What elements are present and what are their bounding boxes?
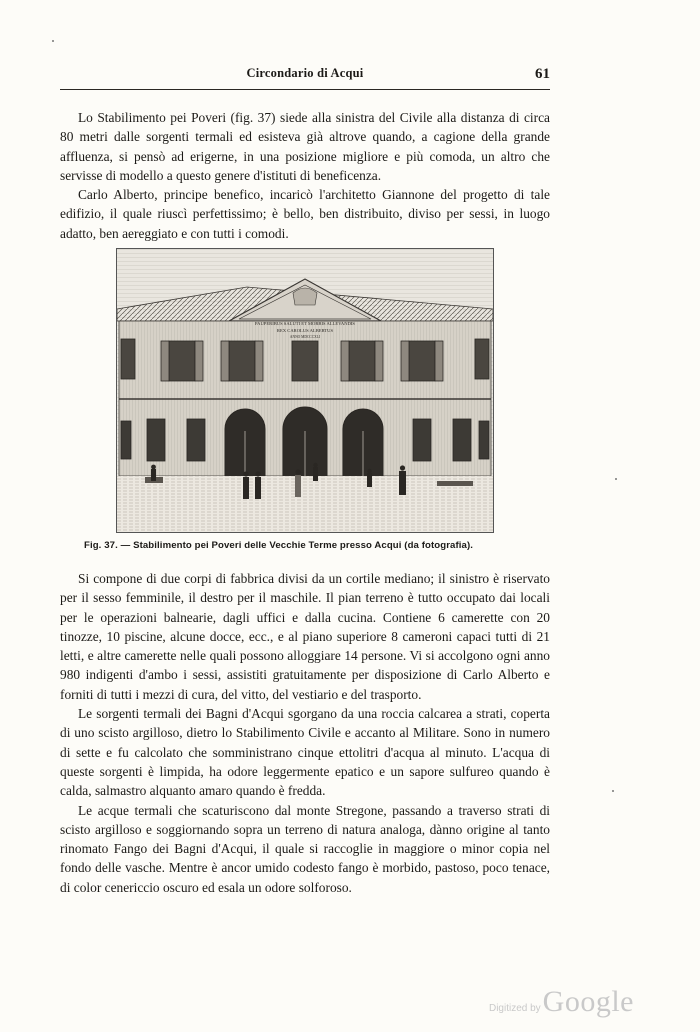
intro-text [60,108,550,243]
running-title: Circondario di Acqui [246,66,364,80]
digitization-watermark [489,985,634,1019]
watermark-prefix: Digitized by [488,1003,541,1014]
page-number: 61 [535,66,550,82]
arcade-arches [225,407,383,481]
building-engraving-illustration [117,249,493,532]
google-logo: Google [542,985,634,1018]
figure-caption: Fig. 37. — Stabilimento pei Poveri delle Vecchie Terme presso Acqui (da fotografia). [84,540,474,551]
paragraph: Si compone di due corpi di fabbrica divisi da un cortile mediano; il sinistro è riservato per il sesso femminile, il destro per il maschile. Il pian terreno è tutto occupato dai locali per le operazioni balnearie, dagli uffici e dalla cucina. Contiene 6 camerette con 20 tinozze, 10 piscine, alcune docce, ecc., e al piano superiore 8 cameroni capaci tutti di 21 letti, e altre camerette nelle quali possono alloggiare 14 persone. Vi si accolgono ogni anno 980 indigenti d'ambo i sessi, assistiti gratuitamente per disposizione di Carlo Alberto e forniti di tutti i mezzi di cura, del vitto, del vestiario e del trasporto. [60,571,550,702]
coat-of-arms [293,288,317,305]
paragraph: Le sorgenti termali dei Bagni d'Acqui sgorgano da una roccia calcarea a strati, coperta di uno scisto argilloso, dietro lo Stabilimento Civile e accanto al Militare. Sono in numero di sette e fu calcolato che somministrano cinque ettolitri d'acqua al minuto. L'acqua di queste sorgenti è limpida, ha odore leggermente epatico e un sapore sulfureo quando è calda, salmastro alquanto amaro quando è fredda. [60,706,550,799]
print-speck [615,478,617,480]
engraving-figure [116,248,494,533]
paragraph: Lo Stabilimento pei Poveri (fig. 37) siede alla sinistra del Civile alla distanza di circa 80 metri dalle sorgenti termali ed esisteva già altrove quando, a cagione della grande affluenza, si pensò ad erigerne, in una posizione migliore e più comoda, un altro che servisse di modello a questo genere d'istituti di beneficenza. [60,110,550,183]
upper-windows [121,339,489,381]
print-speck [612,790,614,792]
body-text [60,569,550,897]
inscription-line-1: PAUPERIBUS SALUTI ET MORBIS ALLEVANDIS [255,321,355,326]
print-speck [52,40,54,42]
running-header [60,66,550,90]
inscription-line-2: REX CAROLUS ALBERTUS [276,328,334,333]
inscription-line-3: ANNO MDCCCXLI [289,335,321,339]
paragraph: Carlo Alberto, principe benefico, incaricò l'architetto Giannone del progetto di tale edifizio, il quale riuscì perfettissimo; è bello, ben distribuito, diviso per sessi, in luogo adatto, ben aereggiato e con tutti i comodi. [60,187,550,241]
paragraph: Le acque termali che scaturiscono dal monte Stregone, passando a traverso strati di scisto argilloso e soggiornando sopra un terreno di natura analoga, dànno origine al tanto rinomato Fango dei Bagni d'Acqui, il quale si raccoglie in maggiore o minor copia nel fondo delle vasche. Mentre è ancor umido codesto fango è morbido, pastoso, poco tenace, di color cenericcio oscuro ed esala un odore solforoso. [60,802,550,895]
